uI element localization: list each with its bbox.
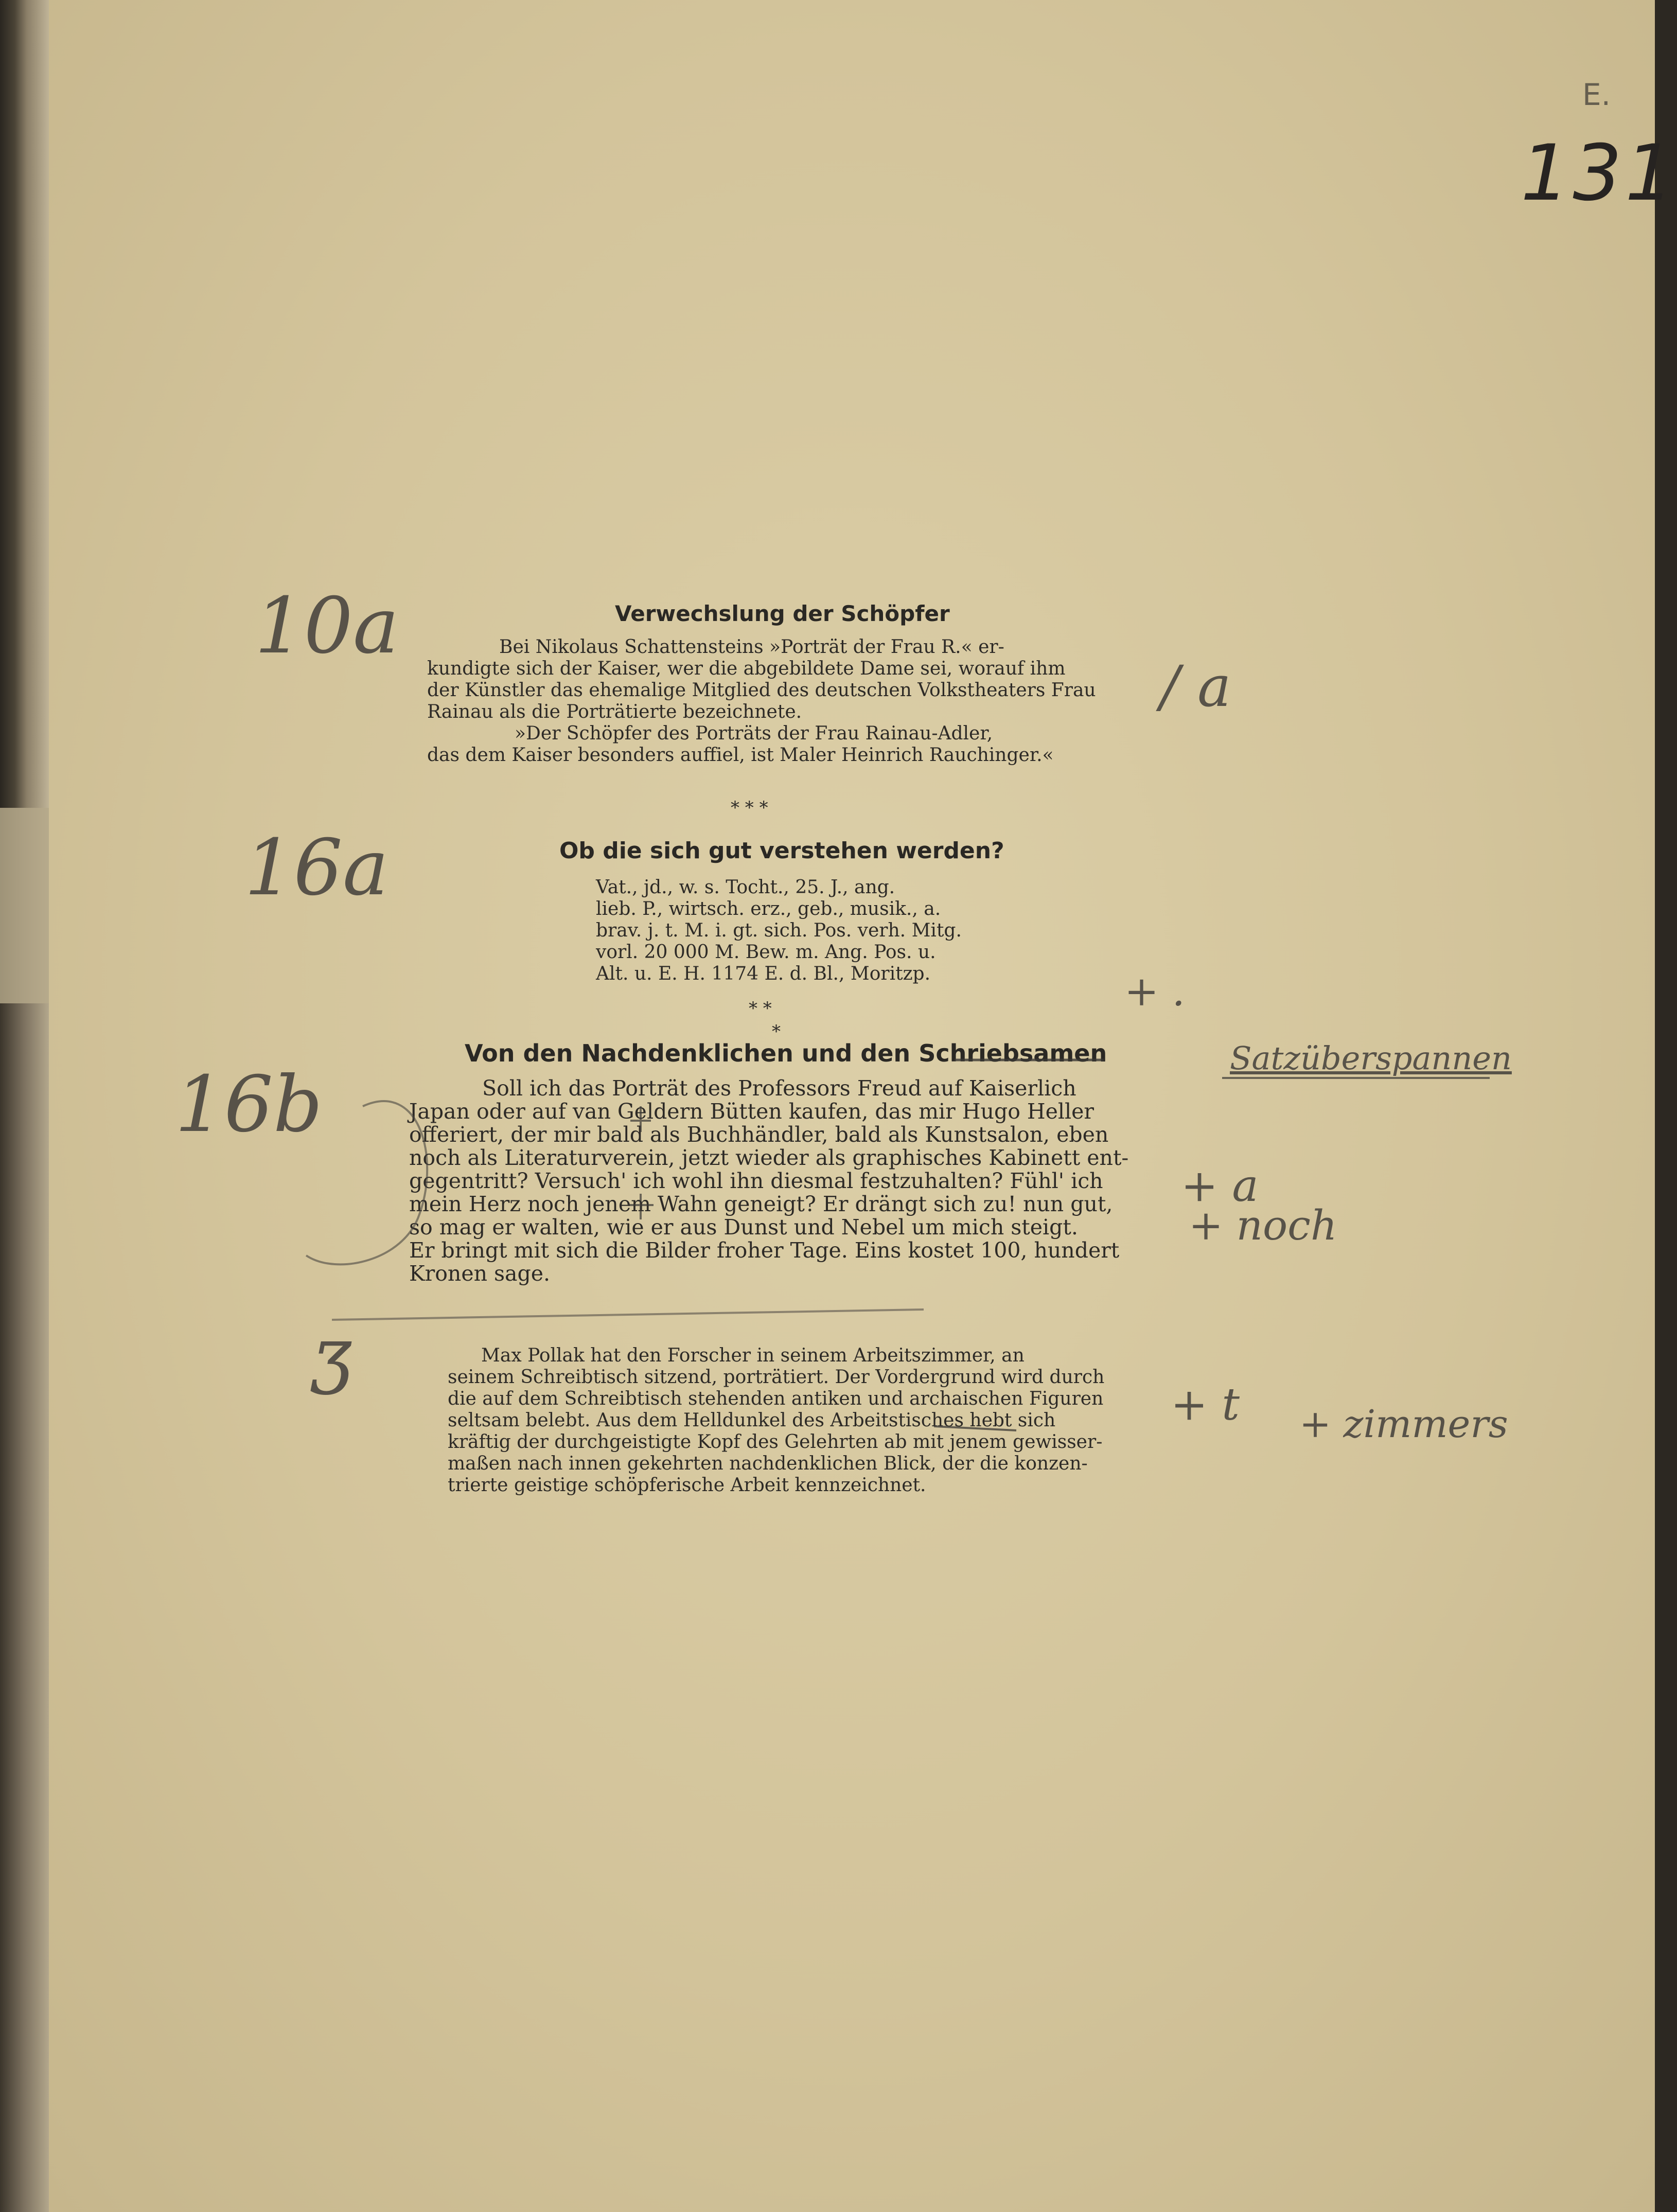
pencil-separator-mark [332,1309,924,1320]
text-line: mein Herz noch jenem Wahn geneigt? Er drängt sich zu! nun gut, [409,1192,1113,1216]
text-line: maßen nach innen gekehrten nachdenklichen Blick, der die konzen- [448,1453,1088,1474]
right-note-section-1: / a [1160,653,1231,719]
text-line: vorl. 20 000 M. Bew. m. Ang. Pos. u. [596,942,936,963]
text-line: so mag er walten, wie er aus Dunst und Nebel um mich steigt. [409,1215,1078,1240]
text-line: Kronen sage. [409,1261,551,1286]
right-note-section-4a: + t [1171,1379,1240,1430]
binding-strip [0,808,49,2212]
pencil-insert-mark [630,1106,651,1132]
right-note-section-4b: + zimmers [1299,1402,1508,1446]
separator-stars: * [772,1021,781,1042]
right-note-section-3a: + a [1181,1160,1259,1212]
text-line: Japan oder auf van Geldern Bütten kaufen, das mir Hugo Heller [409,1099,1095,1124]
section-1-title: Verwechslung der Schöpfer [615,601,950,626]
text-line: kundigte sich der Kaiser, wer die abgebildete Dame sei, worauf ihm [427,658,1066,679]
text-line: kräftig der durchgeistigte Kopf des Gelehrten ab mit jenem gewisser- [448,1431,1103,1453]
section-2-title: Ob die sich gut verstehen werden? [559,838,1004,864]
binding-tape [0,808,49,1003]
right-note-section-2: + . [1124,967,1185,1015]
separator-stars: * * * [731,798,768,818]
margin-note-section-4: Ʒ [311,1328,352,1411]
separator-stars: * * [749,998,772,1019]
pencil-marks-layer [49,0,1655,2212]
text-line: der Künstler das ehemalige Mitglied des deutschen Volkstheaters Frau [427,680,1096,701]
right-note-section-3b: + noch [1189,1201,1337,1249]
section-3-title: Von den Nachdenklichen und den Schriebsamen [465,1039,1107,1067]
text-line: offeriert, der mir bald als Buchhändler, bald als Kunstsalon, eben [409,1122,1109,1147]
text-line: Vat., jd., w. s. Tocht., 25. J., ang. [596,877,895,898]
archive-stamp: E. [1582,77,1611,112]
document-page [49,0,1677,2212]
text-line: »Der Schöpfer des Porträts der Frau Rainau-Adler, [515,723,993,744]
text-line: Rainau als die Porträtierte bezeichnete. [427,701,802,722]
text-line: seinem Schreibtisch sitzend, porträtiert. Der Vordergrund wird durch [448,1367,1105,1388]
text-line: lieb. P., wirtsch. erz., geb., musik., a. [596,898,941,919]
text-line: das dem Kaiser besonders auffiel, ist Maler Heinrich Rauchinger.« [427,745,1054,766]
text-line: Er bringt mit sich die Bilder froher Tage. Eins kostet 100, hundert [409,1238,1120,1263]
margin-note-section-3: 16b [175,1060,323,1149]
margin-note-section-1: 10a [255,581,399,671]
text-line: gegentritt? Versuch' ich wohl ihn diesmal festzuhalten? Fühl' ich [409,1169,1103,1193]
text-line: die auf dem Schreibtisch stehenden antiken und archaischen Figuren [448,1388,1104,1409]
pencil-insert-mark [628,1194,654,1219]
text-line: Soll ich das Porträt des Professors Freud auf Kaiserlich [482,1076,1076,1101]
text-line: trierte geistige schöpferische Arbeit kennzeichnet. [448,1475,926,1496]
text-line: Bei Nikolaus Schattensteins »Porträt der Frau R.« er- [499,636,1004,658]
text-line: Max Pollak hat den Forscher in seinem Arbeitszimmer, an [481,1345,1025,1366]
text-line: noch als Literaturverein, jetzt wieder als graphisches Kabinett ent- [409,1145,1129,1170]
page-number: 131 [1521,129,1677,218]
margin-note-section-2: 16a [244,823,389,913]
text-line: Alt. u. E. H. 1174 E. d. Bl., Moritzp. [596,963,931,984]
pencil-bracket-mark [306,1101,427,1264]
section-3-title-note: Satzüberspannen [1230,1039,1512,1077]
text-line: brav. j. t. M. i. gt. sich. Pos. verh. Mitg. [596,920,962,941]
text-line: seltsam belebt. Aus dem Helldunkel des Arbeitstisches hebt sich [448,1410,1056,1431]
pencil-strike-mark [934,1426,1016,1430]
